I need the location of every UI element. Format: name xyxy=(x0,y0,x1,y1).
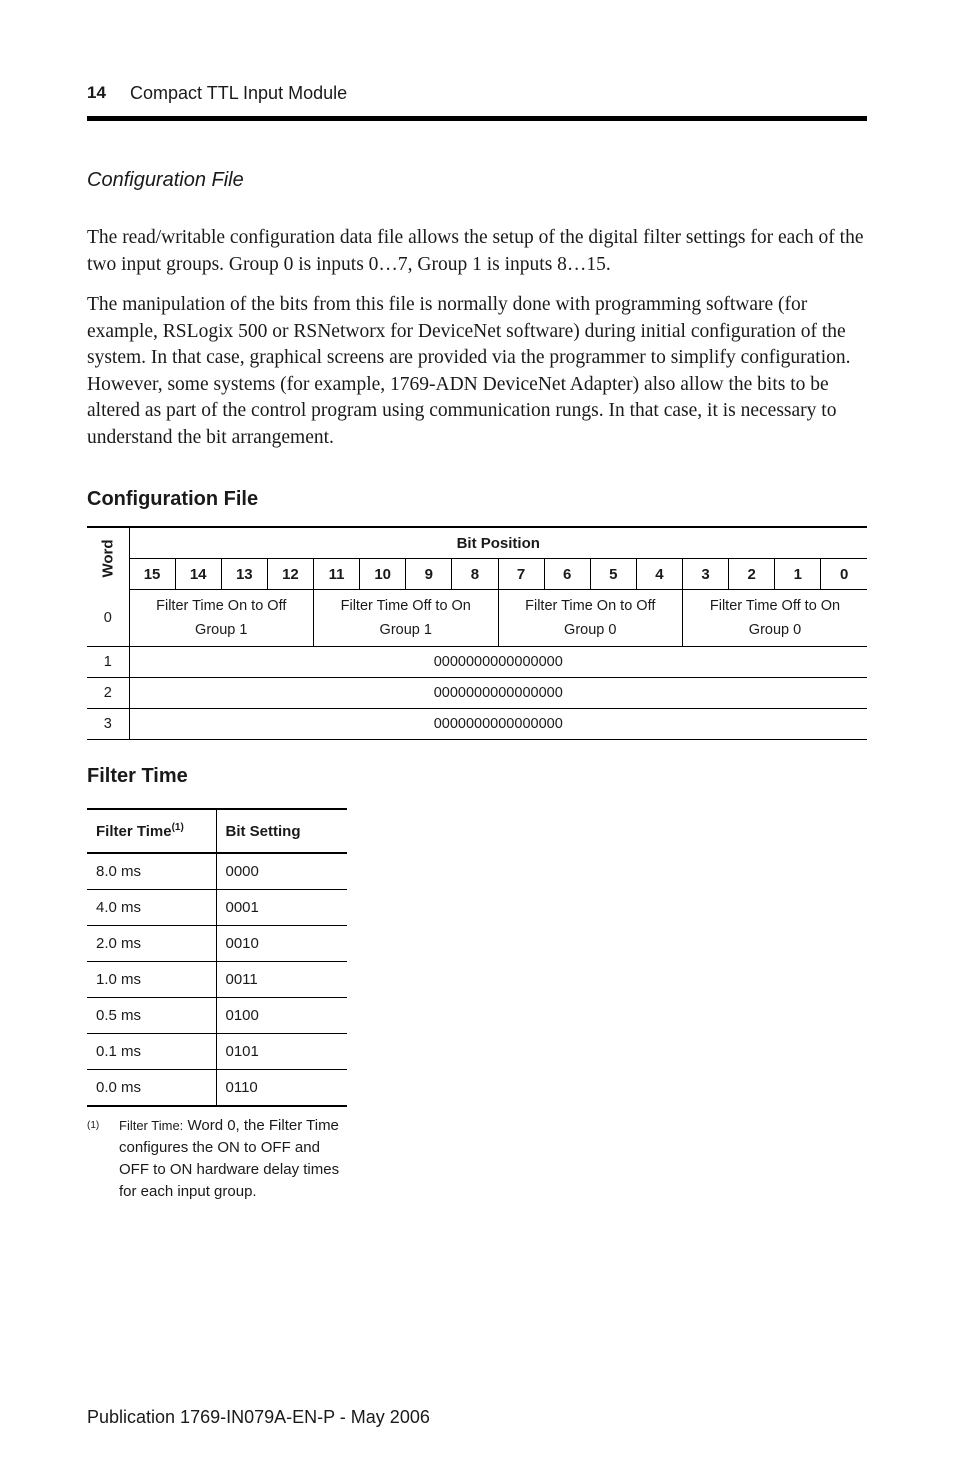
publication-footer: Publication 1769-IN079A-EN-P - May 2006 xyxy=(87,1407,430,1427)
bit-header: 12 xyxy=(267,559,313,590)
word-value: 0000000000000000 xyxy=(129,647,867,678)
word-label: Word xyxy=(99,539,117,578)
table-row xyxy=(87,1034,347,1070)
running-header-title: Compact TTL Input Module xyxy=(130,83,348,103)
table-row xyxy=(87,590,867,647)
bit-header: 1 xyxy=(775,559,821,590)
word-header-cell xyxy=(87,527,129,590)
filter-table-heading: Filter Time xyxy=(87,765,188,787)
filter-time-value: 0.5 ms xyxy=(87,998,216,1034)
table-row xyxy=(87,853,347,890)
bit-setting-value: 0000 xyxy=(216,853,347,890)
footnote-label: Filter Time: xyxy=(119,1118,184,1133)
config-table-heading: Configuration File xyxy=(87,488,259,510)
word-number: 3 xyxy=(87,709,129,740)
bit-position-label: Bit Position xyxy=(129,527,867,559)
group-cell-line1: Filter Time Off to On xyxy=(340,598,471,614)
footnote-marker: (1) xyxy=(87,1120,100,1131)
group-cell xyxy=(498,590,683,647)
bit-header: 2 xyxy=(729,559,775,590)
footnote-reference: (1) xyxy=(171,822,184,833)
group-cell-line1: Filter Time On to Off xyxy=(525,598,656,614)
filter-time-value: 8.0 ms xyxy=(87,853,216,890)
bit-header: 3 xyxy=(683,559,729,590)
paragraph-intro: The read/writable configuration data file allows the setup of the digital filter settings for each of the two input groups. Group 0 is inputs 0…7, Group 1 is inputs 8…15. xyxy=(87,227,864,275)
bit-header: 11 xyxy=(314,559,360,590)
bit-header: 15 xyxy=(129,559,175,590)
bit-setting-value: 0101 xyxy=(216,1034,347,1070)
table-row xyxy=(87,998,347,1034)
section-title: Configuration File xyxy=(87,169,244,191)
filter-time-header-label: Filter Time xyxy=(96,823,172,840)
filter-time-value: 2.0 ms xyxy=(87,926,216,962)
group-cell-line2: Group 1 xyxy=(195,622,248,638)
paragraph-manipulation: The manipulation of the bits from this file is normally done with programming software (for example, RSLogix 500 or RSNetworx for DeviceNet software) during initial configuration of the system. In that case, graphical screens are provided via the programmer to simplify configuration. However, some systems (for example, 1769-ADN DeviceNet Adapter) also allow the bits to be altered as part of the control program using communication rungs. In that case, it is necessary to understand the bit arrangement. xyxy=(87,294,851,448)
bit-header: 7 xyxy=(498,559,544,590)
table-row xyxy=(87,926,347,962)
filter-time-value: 0.1 ms xyxy=(87,1034,216,1070)
bit-setting-value: 0100 xyxy=(216,998,347,1034)
group-cell xyxy=(683,590,868,647)
header-rule xyxy=(87,116,867,121)
group-cell xyxy=(314,590,499,647)
bit-number-row xyxy=(87,559,867,590)
page-number: 14 xyxy=(87,83,106,102)
footnote-text: Word 0, the Filter Time configures the ON to OFF and OFF to ON hardware delay times for each input group. xyxy=(119,1117,340,1200)
footnote-body xyxy=(119,1115,349,1203)
table-row xyxy=(87,678,867,709)
bit-header: 9 xyxy=(406,559,452,590)
table-row xyxy=(87,962,347,998)
table-row xyxy=(87,1070,347,1107)
bit-setting-value: 0010 xyxy=(216,926,347,962)
group-cell-line2: Group 0 xyxy=(748,622,802,638)
word-number: 0 xyxy=(87,590,129,647)
filter-time-value: 1.0 ms xyxy=(87,962,216,998)
bit-header: 5 xyxy=(590,559,636,590)
bit-header: 10 xyxy=(360,559,406,590)
word-number: 1 xyxy=(87,647,129,678)
configuration-file-table xyxy=(87,526,867,740)
filter-time-value: 0.0 ms xyxy=(87,1070,216,1107)
bit-position-header-row xyxy=(87,527,867,559)
filter-time-value: 4.0 ms xyxy=(87,890,216,926)
filter-time-column-header xyxy=(87,809,216,853)
bit-header: 4 xyxy=(636,559,682,590)
word-number: 2 xyxy=(87,678,129,709)
bit-header: 6 xyxy=(544,559,590,590)
bit-setting-column-header: Bit Setting xyxy=(216,809,347,853)
group-cell-line2: Group 1 xyxy=(379,622,432,638)
bit-setting-value: 0001 xyxy=(216,890,347,926)
filter-time-table xyxy=(87,808,347,1107)
filter-table-header-row xyxy=(87,809,347,853)
table-row xyxy=(87,890,347,926)
group-cell-line1: Filter Time Off to On xyxy=(709,598,841,614)
word-value: 0000000000000000 xyxy=(129,709,867,740)
bit-setting-value: 0110 xyxy=(216,1070,347,1107)
group-cell xyxy=(129,590,314,647)
page-header xyxy=(87,80,867,108)
bit-header: 13 xyxy=(221,559,267,590)
word-value: 0000000000000000 xyxy=(129,678,867,709)
bit-header: 14 xyxy=(175,559,221,590)
bit-header: 0 xyxy=(821,559,867,590)
bit-header: 8 xyxy=(452,559,498,590)
table-row xyxy=(87,709,867,740)
group-cell-line2: Group 0 xyxy=(564,622,617,638)
bit-setting-value: 0011 xyxy=(216,962,347,998)
table-row xyxy=(87,647,867,678)
group-cell-line1: Filter Time On to Off xyxy=(156,598,287,614)
